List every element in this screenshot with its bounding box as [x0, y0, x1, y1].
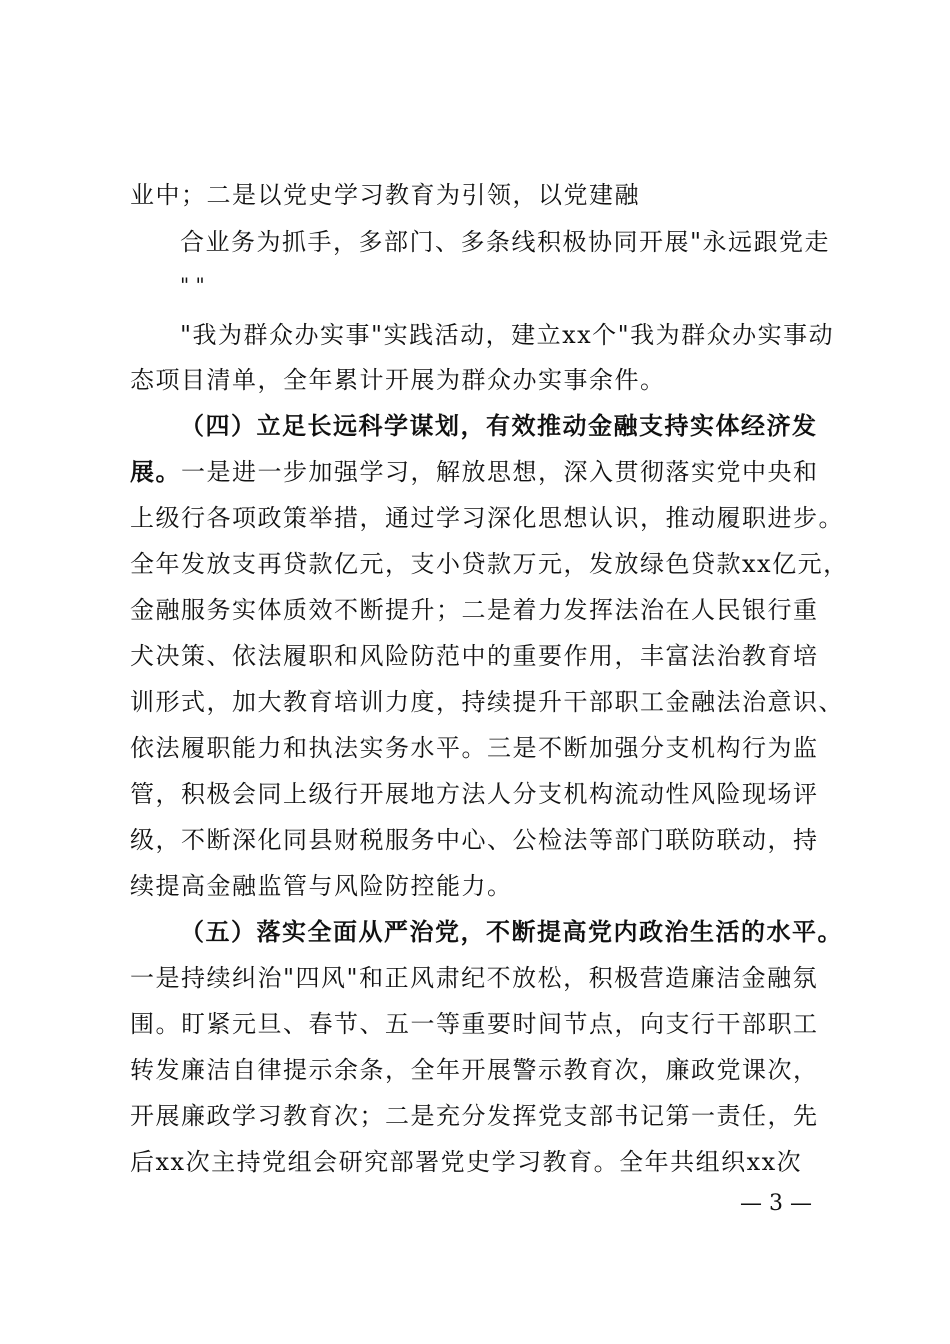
text-line: 后xx次主持党组会研究部署党史学习教育。全年共组织xx次	[130, 1148, 803, 1176]
text-line: "我为群众办实事"实践活动，建立xx个"我为群众办实事动	[180, 321, 835, 349]
text-line: 全年发放支再贷款亿元，支小贷款万元，发放绿色贷款xx亿元，	[130, 550, 849, 578]
section-heading: （五）落实全面从严治党，不断提高党内政治生活的水平。	[180, 917, 843, 946]
text-line: 态项目清单，全年累计开展为群众办实事余件。	[130, 366, 666, 394]
section-heading-text: （四）立足长远科学谋划，有效推动金融支持实体经济发	[180, 411, 818, 440]
text-span: 一是进一步加强学习，解放思想，深入贯彻落实党中央和	[181, 458, 819, 486]
section-heading	[180, 411, 818, 441]
text-line: 依法履职能力和执法实务水平。三是不断加强分支机构行为监	[130, 734, 819, 762]
text-line: 上级行各项政策举措，通过学习深化思想认识，推动履职进步。	[130, 504, 844, 532]
text-line: 开展廉政学习教育次；二是充分发挥党支部书记第一责任，先	[130, 1102, 819, 1130]
text-line: 业中；二是以党史学习教育为引领，以党建融	[130, 181, 640, 209]
text-line: 合业务为抓手，多部门、多条线积极协同开展"永远跟党走	[180, 228, 831, 256]
text-line: 金融服务实体质效不断提升；二是着力发挥法治在人民银行重	[130, 596, 819, 624]
text-line: 一是持续纠治"四风"和正风肃纪不放松，积极营造廉洁金融氛	[130, 964, 819, 992]
text-line: 续提高金融监管与风险防控能力。	[130, 872, 513, 900]
page-number: — 3 —	[740, 1191, 812, 1216]
text-line: 级，不断深化同县财税服务中心、公检法等部门联防联动，持	[130, 826, 819, 854]
text-line: 转发廉洁自律提示余条，全年开展警示教育次，廉政党课次，	[130, 1056, 819, 1084]
text-line: 训形式，加大教育培训力度，持续提升干部职工金融法治意识、	[130, 688, 844, 716]
text-line: " "	[180, 273, 205, 297]
text-line	[130, 457, 819, 487]
text-line: 犬决策、依法履职和风险防范中的重要作用，丰富法治教育培	[130, 642, 819, 670]
text-line: 围。盯紧元旦、春节、五一等重要时间节点，向支行干部职工	[130, 1010, 819, 1038]
text-line: 管，积极会同上级行开展地方法人分支机构流动性风险现场评	[130, 780, 819, 808]
section-heading-text: 展。	[130, 457, 181, 486]
